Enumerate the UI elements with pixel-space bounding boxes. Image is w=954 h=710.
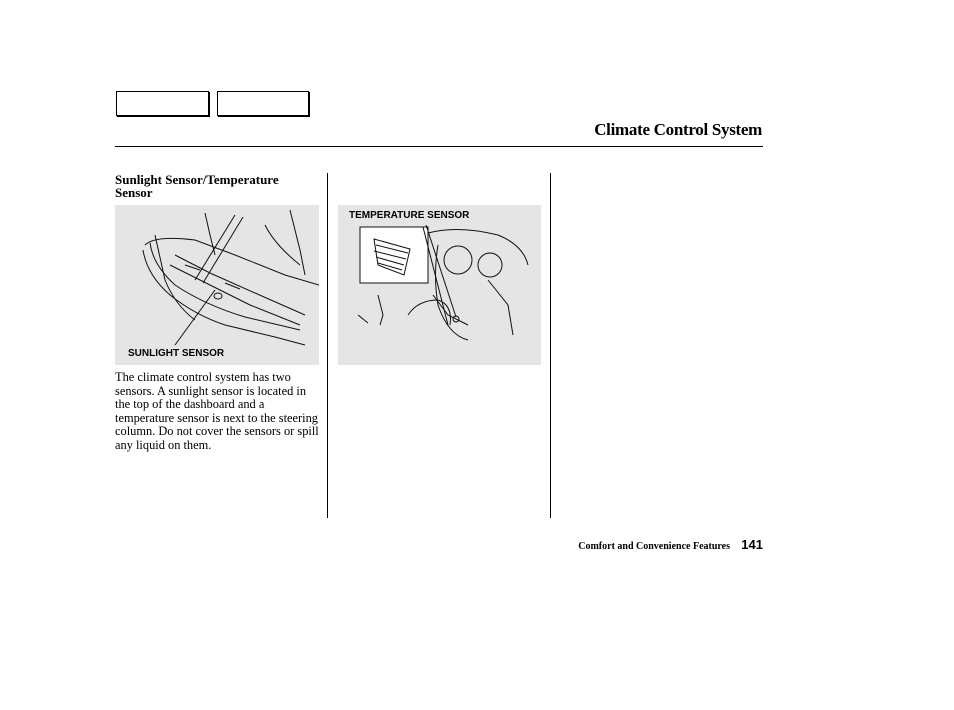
windshield-dashboard-drawing [115, 205, 319, 365]
page-number: 141 [741, 537, 763, 552]
column-divider-left [327, 173, 328, 518]
body-paragraph: The climate control system has two sensors. A sunlight sensor is located in the top of the dashboard and a temperature sensor is next to the steering column. Do not cover the sensors or spill any liquid on them. [115, 370, 319, 452]
steering-column-drawing [338, 205, 541, 365]
temperature-sensor-illustration [338, 205, 541, 365]
column-divider-right [550, 173, 551, 518]
section-heading: Sunlight Sensor/Temperature Sensor [115, 172, 279, 200]
page-title: Climate Control System [594, 120, 762, 139]
temperature-sensor-label: TEMPERATURE SENSOR [349, 210, 470, 221]
sunlight-sensor-illustration [115, 205, 319, 365]
nav-button-section-index[interactable] [217, 91, 309, 116]
footer-section-name: Comfort and Convenience Features [578, 541, 730, 552]
header-divider [115, 146, 763, 147]
sunlight-sensor-label: SUNLIGHT SENSOR [128, 348, 225, 359]
nav-button-main-menu[interactable] [116, 91, 209, 116]
